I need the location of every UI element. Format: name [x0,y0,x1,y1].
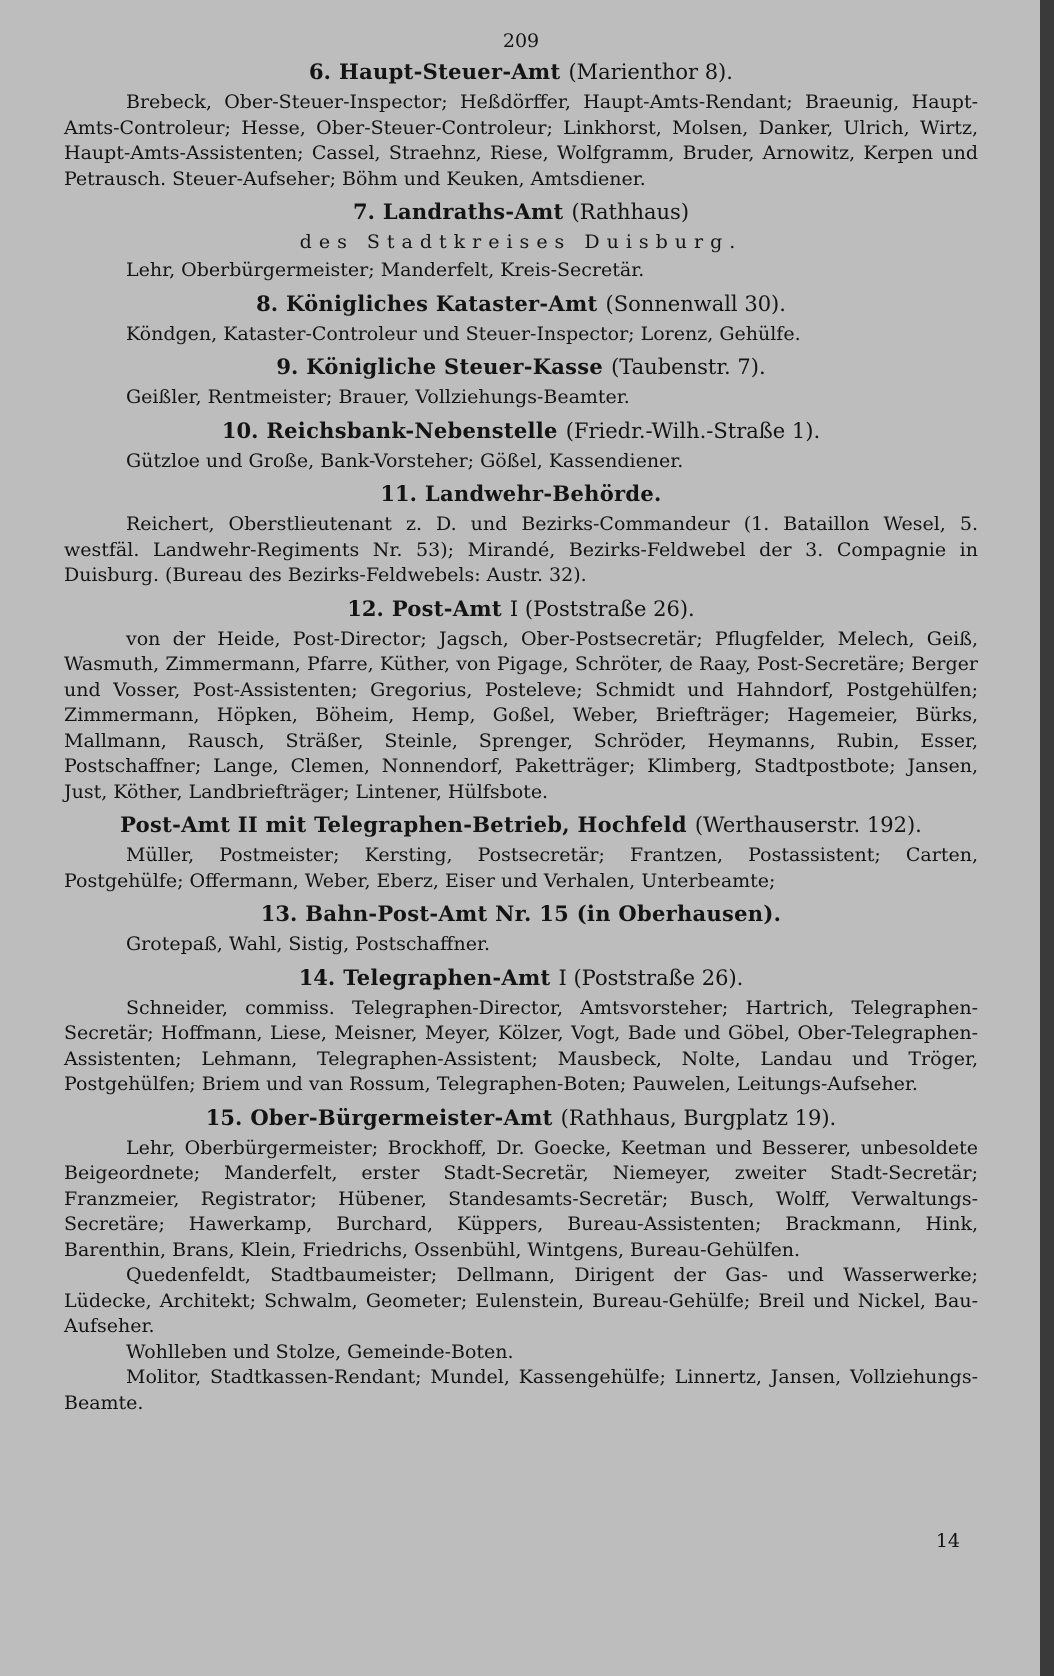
section-subtitle: des Stadtkreises Duisburg. [299,231,743,253]
section [64,900,978,958]
section [64,290,978,348]
section-address: (Rathhaus, Burgplatz 19). [560,1105,837,1130]
section [64,480,978,589]
section-heading [64,964,978,992]
section-heading [64,198,978,226]
section-address: (Taubenstr. 7). [611,355,766,379]
section-paragraph: Lehr, Oberbürgermeister; Brockhoff, Dr. Goecke, Keetman und Besserer, unbesoldete Beigeordnete; Manderfelt, erster Stadt-Secretär, Niemeyer, zweiter Stadt-Secretär; Franzmeier, Registrator; Hübener, Standesamts-Secretär; Busch, Wolff, Verwaltungs-Secretäre; Hawerkamp, Burchard, Küppers, Bureau-Assistenten; Brackmann, Hink, Barenthin, Brans, Klein, Friedrichs, Ossenbühl, Wintgens, Bureau-Gehülfen. [64,1136,978,1261]
section [64,353,978,411]
section-title: Ober-Bürgermeister-Amt [250,1104,553,1130]
section-number: 7. [352,199,375,224]
section-paragraph: Schneider, commiss. Telegraphen-Director, Amtsvorsteher; Hartrich, Telegraphen-Secretär; Hoffmann, Liese, Meisner, Meyer, Kölzer, Vogt, Bade und Göbel, Ober-Telegraphen-Assistenten; Lehmann, Telegraphen-Assistent; Mausbeck, Nolte, Landau und Tröger, Postgehülfen; Briem und van Rossum, Telegraphen-Boten; Pauwelen, Leitungs-Aufseher. [64,996,978,1095]
section-title: Königliches Kataster-Amt [286,290,598,316]
section-paragraph: Grotepaß, Wahl, Sistig, Postschaffner. [126,933,491,955]
section-heading [64,1104,978,1132]
section-title: Landraths-Amt [382,199,564,224]
section-number: 6. [309,59,331,84]
section [64,964,978,1098]
section-paragraph: Molitor, Stadtkassen-Rendant; Mundel, Kassengehülfe; Linnertz, Jansen, Vollziehungs-Beamte. [64,1366,978,1414]
section-number: 15. [205,1104,243,1130]
section-title: Königliche Steuer-Kasse [306,354,604,379]
section-title: Landwehr-Behörde. [424,481,662,506]
section-heading [64,480,978,508]
page-number: 209 [502,30,540,52]
section-title: Post-Amt II mit Telegraphen-Betrieb, Hochfeld [120,812,687,837]
section-address: (Sonnenwall 30). [605,291,786,316]
section-paragraph: Köndgen, Kataster-Controleur und Steuer-Inspector; Lorenz, Gehülfe. [126,322,801,345]
section-title: Telegraphen-Amt [343,964,551,990]
section-paragraph: von der Heide, Post-Director; Jagsch, Ober-Postsecretär; Pflugfelder, Melech, Geiß, Wasmuth, Zimmermann, Pfarre, Küther, von Pigage, Schröter, de Raay, Post-Secretäre; Berger und Vosser, Post-Assistenten; Gregorius, Posteleve; Schmidt und Hahndorf, Postgehülfen; Zimmermann, Höpken, Böheim, Hemp, Goßel, Weber, Briefträger; Hagemeier, Bürks, Mallmann, Rausch, Sträßer, Steinle, Sprenger, Schröder, Heymanns, Rubin, Esser, Postschaffner; Lange, Clemen, Nonnendorf, Paketträger; Klimberg, Stadtpostbote; Jansen, Just, Köther, Landbriefträger; Lintener, Hülfsbote. [64,627,978,803]
section-number: 12. [347,595,384,621]
section-paragraph: Quedenfeldt, Stadtbaumeister; Dellmann, Dirigent der Gas- und Wasserwerke; Lüdecke, Architekt; Schwalm, Geometer; Eulenstein, Bureau-Gehülfe; Breil und Nickel, Bau-Aufseher. [64,1264,978,1337]
section-paragraph: Brebeck, Ober-Steuer-Inspector; Heßdörffer, Haupt-Amts-Rendant; Braeunig, Haupt-Amts-Controleur; Hesse, Ober-Steuer-Controleur; Linkhorst, Molsen, Danker, Ulrich, Wirtz, Haupt-Amts-Assistenten; Cassel, Straehnz, Riese, Wolfgramm, Bruder, Arnowitz, Kerpen und Petrausch. Steuer-Aufseher; Böhm und Keuken, Amtsdiener. [64,91,978,190]
section-number: 11. [380,481,417,506]
section-paragraph: Gützloe und Große, Bank-Vorsteher; Gößel, Kassendiener. [126,449,684,472]
section [64,58,978,192]
section-title: Post-Amt [391,595,502,621]
section-heading [64,290,978,318]
section-address: (Marienthor 8). [568,60,733,84]
sheet-number: 14 [935,1530,960,1552]
section-address: I (Poststraße 26). [509,596,695,621]
section-heading [64,417,978,445]
sections-container [64,58,978,1416]
section [64,1104,978,1417]
section-heading [64,58,978,86]
section-paragraph: Wohlleben und Stolze, Gemeinde-Boten. [126,1340,514,1363]
section-heading [64,595,978,623]
section-paragraph: Müller, Postmeister; Kersting, Postsecretär; Frantzen, Postassistent; Carten, Postgehülfe; Offermann, Weber, Eberz, Eiser und Verhalen, Unterbeamte; [64,844,978,892]
section-title: Reichsbank-Nebenstelle [266,417,558,443]
section-address: (Rathhaus) [571,200,690,224]
section-heading [64,900,978,928]
section-title: Haupt-Steuer-Amt [338,59,561,84]
section-paragraph: Geißler, Rentmeister; Brauer, Vollziehungs-Beamter. [126,386,630,408]
section [64,198,978,284]
section-heading [64,353,978,381]
section-number: 10. [221,417,259,443]
section-number: 9. [276,354,299,379]
section-title: Bahn-Post-Amt Nr. 15 (in Oberhausen). [305,901,782,926]
section-address: (Friedr.-Wilh.-Straße 1). [565,418,821,443]
section [64,417,978,475]
section-number: 8. [256,290,279,316]
section-paragraph: Lehr, Oberbürgermeister; Manderfelt, Kreis-Secretär. [126,259,645,281]
section-heading [64,811,978,839]
section-address: I (Poststraße 26). [558,965,744,990]
section-address: (Werthauserstr. 192). [694,813,922,837]
section-number: 14. [298,964,336,990]
section-number: 13. [260,901,298,926]
section-paragraph: Reichert, Oberstlieutenant z. D. und Bezirks-Commandeur (1. Bataillon Wesel, 5. westfäl. Landwehr-Regiments Nr. 53); Mirandé, Bezirks-Feldwebel der 3. Compagnie in Duisburg. (Bureau des Bezirks-Feldwebels: Austr. 32). [64,513,978,586]
section [64,811,978,894]
section [64,595,978,806]
